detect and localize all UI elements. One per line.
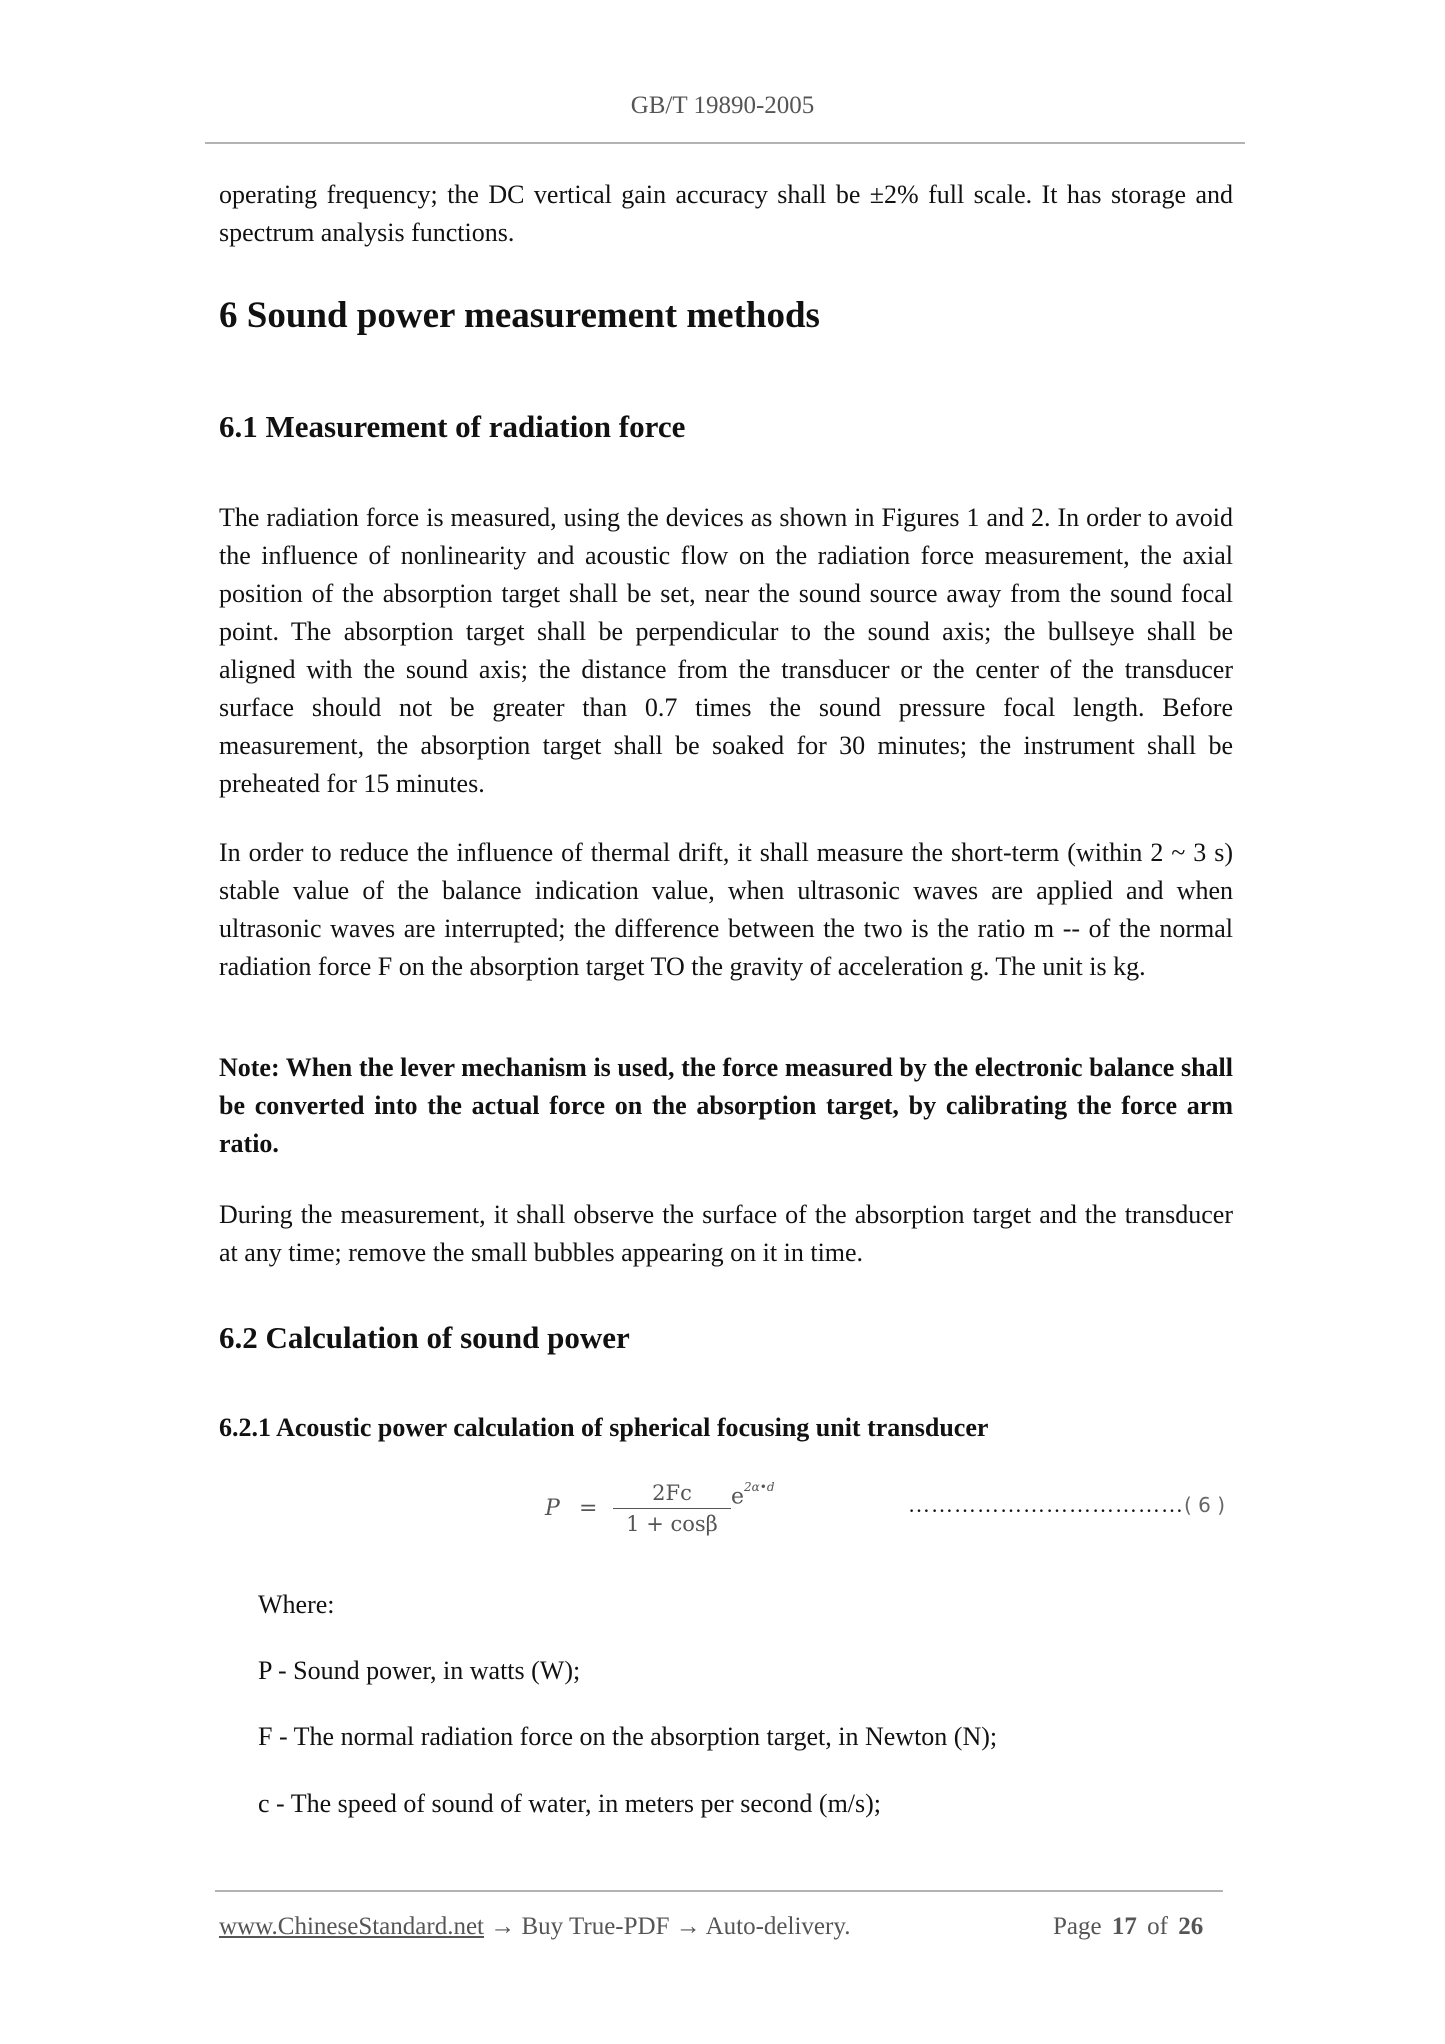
exp-power: 2α•d xyxy=(744,1480,775,1494)
section-6-2-1-heading: 6.2.1 Acoustic power calculation of spherical focusing unit transducer xyxy=(219,1413,989,1442)
page-indicator xyxy=(1053,1913,1203,1941)
formula-lhs: P xyxy=(545,1496,560,1521)
header-divider xyxy=(205,142,1245,144)
formula-denominator: 1 + cosβ xyxy=(626,1512,718,1536)
variable-definition-p: P - Sound power, in watts (W); xyxy=(258,1656,581,1685)
page-of: of xyxy=(1147,1913,1168,1940)
leader-dots: ……………………………… xyxy=(908,1492,1184,1517)
footer-promo xyxy=(219,1913,850,1941)
formula-numerator: 2Fc xyxy=(652,1481,692,1505)
formula-fraction xyxy=(613,1478,731,1539)
section-6-2-heading: 6.2 Calculation of sound power xyxy=(219,1320,630,1355)
variable-definition-f: F - The normal radiation force on the absorption target, in Newton (N); xyxy=(258,1722,998,1751)
section-6-heading: 6 Sound power measurement methods xyxy=(219,295,820,336)
chinesestandard-link[interactable]: www.ChineseStandard.net xyxy=(219,1913,484,1940)
paragraph-thermal-drift: In order to reduce the influence of thermal drift, it shall measure the short-term (within 2 ~ 3 s) stable value of the balance indication value, when ultrasonic waves are applied and when ultrasonic waves are interrupted; the difference between the two is the ratio m -- of the normal radiation force F on the absorption target TO the gravity of acceleration g. The unit is kg. xyxy=(219,838,1233,981)
intro-paragraph: operating frequency; the DC vertical gain accuracy shall be ±2% full scale. It has storage and spectrum analysis functions. xyxy=(219,180,1233,247)
note-paragraph: Note: When the lever mechanism is used, the force measured by the electronic balance shall be converted into the actual force on the absorption target, by calibrating the force arm ratio. xyxy=(219,1053,1233,1158)
paragraph-radiation-force: The radiation force is measured, using the devices as shown in Figures 1 and 2. In order to avoid the influence of nonlinearity and acoustic flow on the radiation force measurement, the axial position of the absorption target shall be set, near the sound source away from the sound focal point. The absorption target shall be perpendicular to the sound axis; the bullseye shall be aligned with the sound axis; the distance from the transducer or the center of the transducer surface should not be greater than 0.7 times the sound pressure focal length. Before measurement, the absorption target shall be soaked for 30 minutes; the instrument shall be preheated for 15 minutes. xyxy=(219,503,1233,798)
variable-definition-c: c - The speed of sound of water, in meters per second (m/s); xyxy=(258,1789,882,1818)
auto-delivery-text: Auto-delivery. xyxy=(705,1913,851,1940)
page-current: 17 xyxy=(1111,1913,1137,1940)
paragraph-bubbles: During the measurement, it shall observe the surface of the absorption target and the transducer at any time; remove the small bubbles appearing on it in time. xyxy=(219,1200,1233,1267)
formula-equals: = xyxy=(579,1496,598,1521)
page-total: 26 xyxy=(1178,1913,1204,1940)
document-code: GB/T 19890-2005 xyxy=(630,92,815,119)
formula-exponential xyxy=(731,1480,775,1510)
footer-divider xyxy=(215,1890,1223,1892)
arrow-icon: → xyxy=(490,1913,516,1940)
equation-number-line xyxy=(908,1492,1225,1518)
exp-base: e xyxy=(731,1484,745,1510)
where-label: Where: xyxy=(258,1590,335,1619)
equation-number: ( 6 ) xyxy=(1184,1493,1226,1517)
buy-pdf-text: Buy True-PDF xyxy=(521,1913,670,1940)
section-6-1-heading: 6.1 Measurement of radiation force xyxy=(219,409,686,444)
page-label: Page xyxy=(1053,1913,1102,1940)
arrow-icon: → xyxy=(675,1913,701,1940)
